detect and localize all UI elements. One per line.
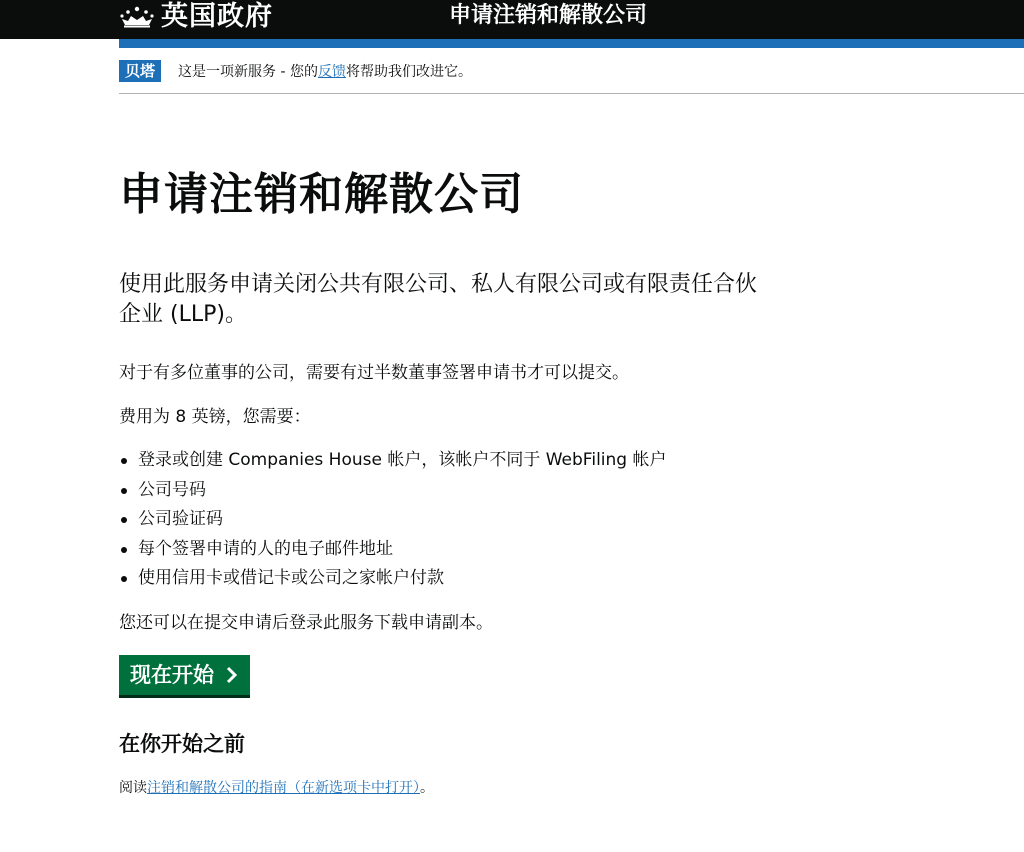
list-item: 公司验证码 (119, 507, 667, 537)
page-title: 申请注销和解散公司 (119, 169, 524, 220)
download-paragraph: 您还可以在提交申请后登录此服务下载申请副本。 (119, 613, 493, 633)
phase-text-before: 这是一项新服务 - 您的 (178, 64, 318, 80)
header-blue-bar (119, 39, 1024, 48)
fee-paragraph: 费用为 8 英镑，您需要： (119, 407, 311, 427)
start-button-label: 现在开始 (130, 663, 214, 687)
list-item: 公司号码 (119, 478, 667, 508)
gov-logo-link[interactable] (119, 2, 273, 32)
guide-suffix: 。 (420, 780, 434, 796)
phase-banner-text (178, 61, 472, 83)
feedback-link[interactable]: 反馈 (317, 64, 346, 80)
before-you-start-heading: 在你开始之前 (119, 732, 245, 756)
logo-text: 英国政府 (161, 1, 273, 32)
list-item: 登录或创建 Companies House 帐户，该帐户不同于 WebFiling 帐户 (119, 448, 667, 478)
phase-text-after: 将帮助我们改进它。 (345, 64, 472, 80)
guide-prefix: 阅读 (119, 780, 147, 796)
list-item: 每个签署申请的人的电子邮件地址 (119, 537, 667, 567)
service-name-link[interactable]: 申请注销和解散公司 (449, 3, 648, 28)
crown-icon (119, 6, 155, 28)
chevron-right-icon (226, 666, 238, 684)
beta-tag: 贝塔 (119, 60, 161, 82)
site-header (0, 0, 1024, 39)
start-now-button[interactable] (119, 655, 250, 695)
phase-banner (119, 56, 1024, 94)
directors-paragraph: 对于有多位董事的公司，需要有过半数董事签署申请书才可以提交。 (119, 363, 629, 383)
lead-paragraph: 使用此服务申请关闭公共有限公司、私人有限公司或有限责任合伙企业 (LLP)。 (119, 272, 758, 327)
requirements-list (119, 448, 667, 596)
list-item: 使用信用卡或借记卡或公司之家帐户付款 (119, 566, 667, 596)
guide-paragraph (119, 777, 434, 799)
guide-link[interactable]: 注销和解散公司的指南（在新选项卡中打开） (147, 780, 420, 796)
